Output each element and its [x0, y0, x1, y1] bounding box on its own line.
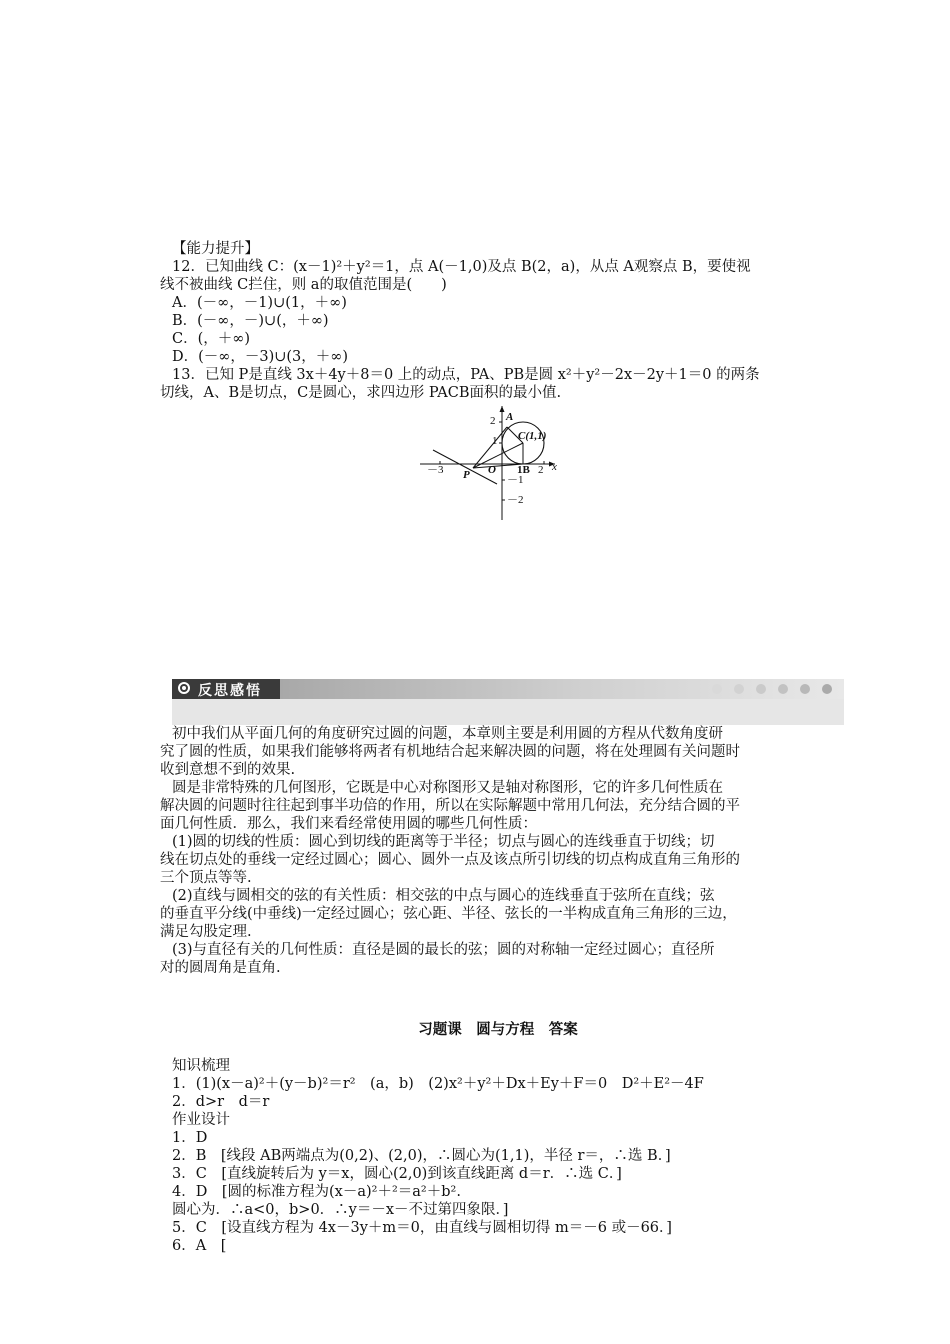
label-x2: 2	[538, 464, 544, 476]
reflection-line: 满足勾股定理.	[160, 924, 252, 940]
banner-band	[172, 699, 844, 725]
reflection-line: 圆是非常特殊的几何图形，它既是中心对称图形又是轴对称图形，它的许多几何性质在	[172, 780, 723, 796]
reflection-line: 收到意想不到的效果.	[160, 762, 296, 778]
answer-line: 作业设计	[172, 1112, 230, 1128]
answer-line: 4．D [圆的标准方程为(x－a)²＋²＝a²＋b².	[172, 1184, 461, 1200]
label-p: P	[463, 469, 470, 481]
reflection-line: 面几何性质．那么，我们来看经常使用圆的哪些几何性质：	[160, 816, 537, 832]
reflection-line: 初中我们从平面几何的角度研究过圆的问题，本章则主要是利用圆的方程从代数角度研	[172, 726, 723, 742]
answer-line: 知识梳理	[172, 1058, 230, 1074]
label-xm3: －3	[427, 464, 444, 476]
dot-icon	[822, 684, 832, 694]
label-y1: 1	[492, 435, 498, 447]
q12-option-c: C．(，＋∞)	[172, 331, 250, 347]
answer-line: 1．(1)(x－a)²＋(y－b)²＝r² (a，b) (2)x²＋y²＋Dx＋Ey＋F＝0 D²＋E²－4F	[172, 1076, 704, 1092]
label-ym1: －1	[507, 474, 524, 486]
reflection-line: 线在切点处的垂线一定经过圆心；圆心、圆外一点及该点所引切线的切点构成直角三角形的	[160, 852, 740, 868]
reflection-line: 解决圆的问题时往往起到事半功倍的作用，所以在实际解题中常用几何法，充分结合圆的平	[160, 798, 740, 814]
reflection-line: 三个顶点等等.	[160, 870, 252, 886]
section-heading-ability: 【能力提升】	[172, 241, 259, 257]
reflection-banner	[172, 679, 844, 725]
q13-line-2: 切线，A、B是切点，C是圆心，求四边形 PACB面积的最小值.	[160, 385, 562, 401]
answer-line: 1．D	[172, 1130, 208, 1146]
label-c: C(1,1)	[518, 430, 547, 442]
y-axis-arrow	[500, 406, 505, 412]
q12-option-d: D．(－∞，－3)∪(3，＋∞)	[172, 349, 349, 365]
dot-icon	[712, 684, 722, 694]
banner-title: 反思感悟	[198, 683, 262, 699]
reflection-line: 对的圆周角是直角.	[160, 960, 281, 976]
label-o: O	[488, 464, 496, 476]
target-icon	[178, 682, 190, 694]
dot-icon	[734, 684, 744, 694]
label-y2: 2	[490, 415, 496, 427]
label-a: A	[506, 411, 514, 423]
answer-line: 2．d>r d＝r	[172, 1094, 270, 1110]
q12-option-b: B．(－∞，－)∪(，＋∞)	[172, 313, 329, 329]
banner-tag	[172, 679, 280, 699]
answer-line: 5．C [设直线方程为 4x－3y＋m＝0，由直线与圆相切得 m＝－6 或－66．]	[172, 1220, 672, 1236]
reflection-line: (1)圆的切线的性质：圆心到切线的距离等于半径；切点与圆心的连线垂直于切线；切	[172, 834, 715, 850]
reflection-line: (3)与直径有关的几何性质：直径是圆的最长的弦；圆的对称轴一定经过圆心；直径所	[172, 942, 715, 958]
q12-option-a: A．(－∞，－1)∪(1，＋∞)	[172, 295, 347, 311]
answer-line: 2．B [线段 AB两端点为(0,2)、(2,0)，∴圆心为(1,1)，半径 r＝，∴选 B．]	[172, 1148, 671, 1164]
reflection-line: 究了圆的性质，如果我们能够将两者有机地结合起来解决圆的问题，将在处理圆有关问题时	[160, 744, 740, 760]
answer-line: 圆心为．∴a<0，b>0．∴y＝－x－不过第四象限．]	[172, 1202, 509, 1218]
answers-title: 习题课 圆与方程 答案	[418, 1021, 578, 1038]
q12-line-2: 线不被曲线 C拦住，则 a的取值范围是( )	[160, 277, 447, 293]
dot-icon	[756, 684, 766, 694]
geometry-figure	[415, 402, 575, 524]
dot-icon	[778, 684, 788, 694]
reflection-line: (2)直线与圆相交的弦的有关性质：相交弦的中点与圆心的连线垂直于弦所在直线；弦	[172, 888, 715, 904]
reflection-line: 的垂直平分线(中垂线)一定经过圆心；弦心距、半径、弦长的一半构成直角三角形的三边，	[160, 906, 737, 922]
q13-line-1: 13．已知 P是直线 3x＋4y＋8＝0 上的动点，PA、PB是圆 x²＋y²－2x－2y＋1＝0 的两条	[172, 367, 760, 383]
dot-icon	[800, 684, 810, 694]
label-1b: 1B	[517, 464, 530, 476]
answer-line: 6．A [	[172, 1238, 227, 1254]
label-ym2: －2	[507, 494, 524, 506]
q12-line-1: 12．已知曲线 C：(x－1)²＋y²＝1，点 A(－1,0)及点 B(2，a)，从点 A观察点 B，要使视	[172, 259, 751, 275]
label-x: x	[552, 461, 557, 473]
answer-line: 3．C [直线旋转后为 y＝x，圆心(2,0)到该直线距离 d＝r．∴选 C．]	[172, 1166, 622, 1182]
